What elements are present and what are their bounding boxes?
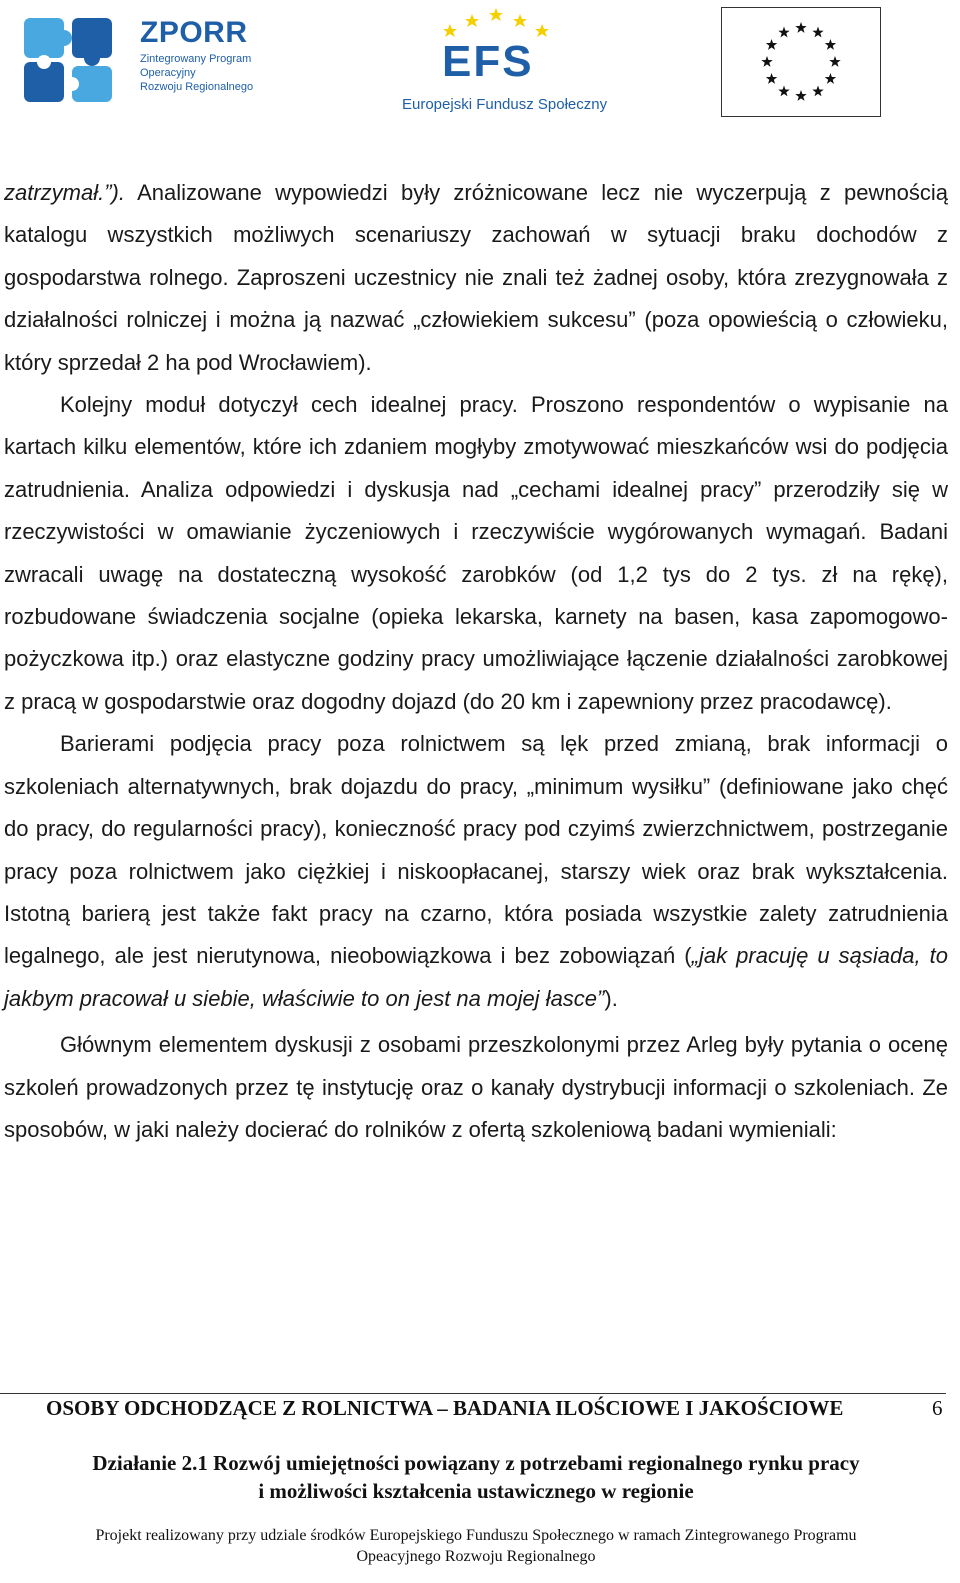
efs-logo [400,4,608,120]
paragraph-2: Kolejny moduł dotyczył cech idealnej pracy. Proszono respondentów o wypisanie na kartach kilku elementów, które ich zdaniem mogłyby zmotywować mieszkańców wsi do podjęcia zatrudnienia. Analiza odpowiedzi i dyskusja nad „cechami idealnej pracy” przerodziły się w rzeczywistości w omawianie życzeniowych i rzeczywiście wygórowanych wymagań. Badani zwracali uwagę na dostateczną wysokość zarobków (od 1,2 tys do 2 tys. zł na rękę), rozbudowane świadczenia socjalne (opieka lekarska, karnety na basen, kasa zapomogowo-pożyczkowa itp.) oraz elastyczne godziny pracy umożliwiające łączenie działalności zarobkowej z pracą w gospodarstwie oraz dogodny dojazd (do 20 km i zapewniony przez pracodawcę). [4,392,948,714]
efs-caption: Europejski Fundusz Społeczny [402,96,608,113]
eu-star-icon [812,27,823,38]
paragraph-4: Głównym elementem dyskusji z osobami przeszkolonymi przez Arleg były pytania o ocenę szkoleń prowadzonych przez tę instytucję oraz o kanały dystrybucji informacji o szkoleniach. Ze sposobów, w jaki należy docierać do rolników z ofertą szkoleniową badani wymieniali: [4,1032,948,1142]
footer-project [0,1525,952,1567]
paragraph-3-end: ). [604,985,618,1011]
footer-divider [0,1393,946,1394]
paragraph-3 [4,723,948,1020]
footer-action-line-1: Działanie 2.1 Rozwój umiejętności powiązany z potrzebami regionalnego rynku pracy [92,1451,860,1475]
zporr-title: ZPORR [140,16,248,49]
eu-star-icon [795,22,806,33]
zporr-subtitle-1: Zintegrowany Program [140,53,252,65]
body-text [4,172,948,1151]
paragraph-3-quote: „jak pracuję u sąsiada, to jakbym pracował u siebie, właściwie to on jest na mojej łasce” [4,943,948,1011]
efs-mark: EFS [442,37,534,86]
eu-flag-icon [722,8,880,116]
footer-title: OSOBY ODCHODZĄCE Z ROLNICTWA – BADANIA ILOŚCIOWE I JAKOŚCIOWE [46,1396,844,1420]
eu-star-icon [778,27,789,38]
eu-flag-logo [721,7,881,117]
zporr-logo [22,10,262,106]
zporr-subtitle-3: Rozwoju Regionalnego [140,81,254,93]
footer-project-line-1: Projekt realizowany przy udziale środków Europejskiego Funduszu Społecznego w ramach Zintegrowanego Programu [95,1527,857,1544]
eu-star-icon [766,39,777,50]
eu-star-icon [766,73,777,84]
quote-end: zatrzymał.”). [4,180,125,205]
eu-star-icon [829,56,840,67]
eu-star-icon [778,85,789,96]
paragraph-1-text: Analizowane wypowiedzi były zróżnicowane lecz nie wyczerpują z pewnością katalogu wszystkich możliwych scenariuszy zachowań w sytuacji braku dochodów z gospodarstwa rolnego. Zaproszeni uczestnicy nie znali też żadnej osoby, która zrezygnowała z działalności rolniczej i można ją nazwać „człowiekiem sukcesu” (poza opowieścią o człowieku, który sprzedał 2 ha pod Wrocławiem). [4,180,948,375]
page-number: 6 [932,1396,943,1420]
eu-star-icon [812,85,823,96]
footer-action-line-2: i możliwości kształcenia ustawicznego w regionie [258,1479,694,1503]
footer-project-line-2: Opeacyjnego Rozwoju Regionalnego [356,1548,596,1565]
page-header [0,0,960,130]
footer-action [0,1449,952,1505]
paragraph-1 [4,172,948,384]
zporr-subtitle-2: Operacyjny [140,67,196,79]
eu-star-icon [795,90,806,101]
eu-star-icon [761,56,772,67]
eu-star-icon [825,73,836,84]
puzzle-icon [22,14,118,106]
eu-star-icon [825,39,836,50]
paragraph-3-text: Barierami podjęcia pracy poza rolnictwem są lęk przed zmianą, brak informacji o szkoleniach alternatywnych, brak dojazdu do pracy, „minimum wysiłku” (definiowane jako chęć do pracy, do regularności pracy), konieczność pracy pod czyimś zwierzchnictwem, postrzeganie pracy poza rolnictwem jako ciężkiej i niskoopłacanej, starszy wiek oraz brak wykształcenia. Istotną barierą jest także fakt pracy na czarno, która posiada wszystkie zalety zatrudnienia legalnego, ale jest nierutynowa, nieobowiązkowa i bez zobowiązań ( [4,731,948,969]
